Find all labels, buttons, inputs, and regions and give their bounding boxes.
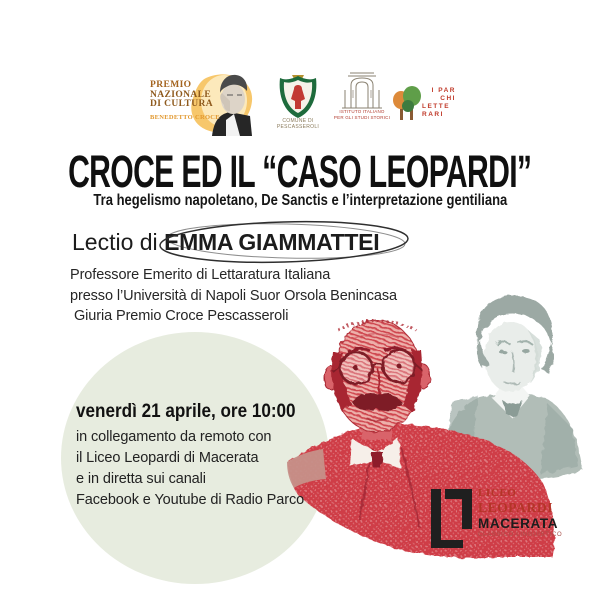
istituto-caption-line2: PER GLI STUDI STORICI [333, 114, 391, 120]
parchi-line2: CHI [440, 95, 456, 102]
liceo-line1: LICEO [478, 487, 517, 499]
event-detail-line: in collegamento da remoto con [76, 429, 272, 445]
speaker-detail-line: presso l’Università di Napoli Suor Orsola Benincasa [70, 287, 397, 304]
premio-line4: BENEDETTO CROCE [150, 113, 220, 121]
event-details [76, 427, 304, 511]
premio-line2: NAZIONALE [150, 89, 212, 100]
liceo-line4: CLASSICO LINGUISTICO [478, 532, 563, 538]
event-detail-line: il Liceo Leopardi di Macerata [76, 450, 259, 466]
speaker-detail-line: Professore Emerito di Lettaratura Italiana [70, 267, 331, 283]
lectio-prefix: Lectio di [72, 229, 165, 255]
parchi-line4: RARI [422, 111, 444, 118]
liceo-line2: LEOPARDI [478, 500, 554, 515]
comune-caption: COMUNE DI PESCASSEROLI [276, 118, 320, 130]
page-title: CROCE ED IL “CASO LEOPARDI” [68, 146, 532, 197]
premio-line1: PREMIO [150, 80, 192, 90]
event-detail-line: Facebook e Youtube di Radio Parco [76, 492, 305, 508]
liceo-logo-text [478, 488, 562, 538]
event-detail-line: e in diretta sui canali [76, 471, 206, 487]
lectio-line [72, 229, 379, 256]
speaker-detail-line: Giuria Premio Croce Pescasseroli [74, 308, 289, 324]
parchi-line1: I PAR [431, 87, 456, 94]
liceo-monogram-icon [429, 486, 475, 552]
premio-line3: DI CULTURA [150, 99, 214, 109]
liceo-leopardi-logo [429, 486, 562, 552]
speaker-details [70, 265, 397, 327]
parchi-line3: LETTE [422, 103, 451, 110]
event-datetime: venerdì 21 aprile, ore 10:00 [76, 401, 296, 422]
liceo-line3: MACERATA [478, 515, 559, 531]
page-subtitle: Tra hegelismo napoletano, De Sanctis e l’interpretazione gentiliana [93, 192, 507, 209]
istituto-caption-line1: ISTITUTO ITALIANO [339, 109, 385, 114]
speaker-name: EMMA GIAMMATTEI [164, 229, 380, 255]
